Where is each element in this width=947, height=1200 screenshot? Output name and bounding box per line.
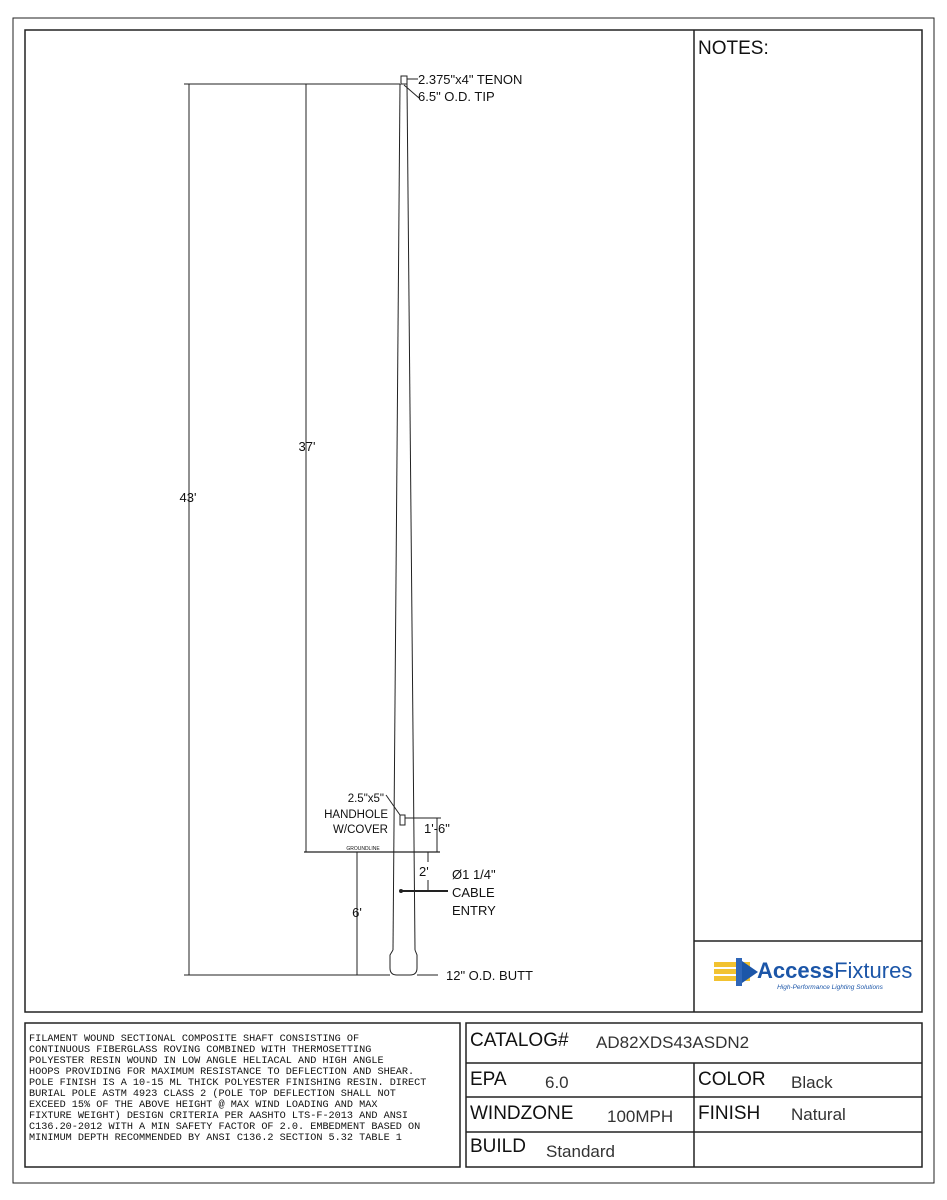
description-line: C136.20-2012 WITH A MIN SAFETY FACTOR OF 2.0. EMBEDMENT BASED ON <box>29 1122 421 1133</box>
description-line: CONTINUOUS FIBERGLASS ROVING COMBINED WITH THERMOSETTING <box>29 1045 372 1056</box>
description-line: HOOPS PROVIDING FOR MAXIMUM RESISTANCE TO DEFLECTION AND SHEAR. <box>29 1067 415 1078</box>
dimension-43ft <box>184 84 400 975</box>
catalog-label: CATALOG# <box>470 1030 569 1051</box>
dimension-2ft-label: 2' <box>419 864 429 879</box>
description-text <box>29 1034 426 1144</box>
color-value: Black <box>791 1073 833 1092</box>
finish-value: Natural <box>791 1105 846 1124</box>
dimension-43ft-label: 43' <box>179 490 197 505</box>
handhole-label-3: W/COVER <box>333 824 388 836</box>
dimension-37ft-label: 37' <box>298 439 316 454</box>
cable-entry-label-2: ENTRY <box>452 903 496 918</box>
notes-heading: NOTES: <box>698 38 769 59</box>
handhole-label-2: HANDHOLE <box>324 809 388 821</box>
finish-label: FINISH <box>698 1103 761 1124</box>
access-fixtures-logo <box>714 958 912 991</box>
cable-entry-size: Ø1 1/4" <box>452 867 496 882</box>
description-line: FILAMENT WOUND SECTIONAL COMPOSITE SHAFT CONSISTING OF <box>29 1034 360 1045</box>
outer-border <box>13 18 934 1183</box>
description-line: MINIMUM DEPTH RECOMMENDED BY ANSI C136.2 SECTION 5.32 TABLE 1 <box>29 1133 402 1144</box>
cable-entry-point <box>399 889 403 893</box>
logo-mark-icon <box>714 958 758 986</box>
build-value: Standard <box>546 1142 615 1161</box>
handhole-label-1: 2.5"x5" <box>347 793 384 805</box>
dimension-handhole-label: 1'-6" <box>424 821 450 836</box>
cable-entry-label-1: CABLE <box>452 885 495 900</box>
color-label: COLOR <box>698 1069 766 1090</box>
description-line: FIXTURE WEIGHT) DESIGN CRITERIA PER AASHTO LTS-F-2013 AND ANSI <box>29 1111 409 1122</box>
description-line: POLE FINISH IS A 10-15 ML THICK POLYESTER FINISHING RESIN. DIRECT <box>29 1078 427 1089</box>
dimension-6ft-label: 6' <box>352 905 362 920</box>
handhole-leader <box>386 795 400 815</box>
build-label: BUILD <box>470 1136 526 1157</box>
epa-label: EPA <box>470 1069 507 1090</box>
tip-leaders <box>404 79 419 98</box>
epa-value: 6.0 <box>545 1073 569 1092</box>
drawing-frame <box>25 30 922 1012</box>
windzone-label: WINDZONE <box>470 1103 574 1124</box>
groundline-label: GROUNDLINE <box>346 846 380 852</box>
pole-shaft <box>390 76 417 975</box>
catalog-value: AD82XDS43ASDN2 <box>596 1033 750 1052</box>
windzone-value: 100MPH <box>607 1107 674 1126</box>
description-line: POLYESTER RESIN WOUND IN LOW ANGLE HELIACAL AND HIGH ANGLE <box>29 1056 384 1067</box>
tenon-label: 2.375"x4" TENON <box>418 72 523 87</box>
description-line: EXCEED 15% OF THE ABOVE HEIGHT @ MAX WIND LOADING AND MAX <box>29 1100 378 1111</box>
tip-label: 6.5" O.D. TIP <box>418 89 495 104</box>
logo-wordmark: AccessFixtures <box>757 958 913 983</box>
description-line: BURIAL POLE ASTM 4923 CLASS 2 (POLE TOP DEFLECTION SHALL NOT <box>29 1089 396 1100</box>
logo-tagline: High-Performance Lighting Solutions <box>777 984 883 991</box>
handhole <box>400 815 405 825</box>
butt-label: 12" O.D. BUTT <box>446 968 533 983</box>
